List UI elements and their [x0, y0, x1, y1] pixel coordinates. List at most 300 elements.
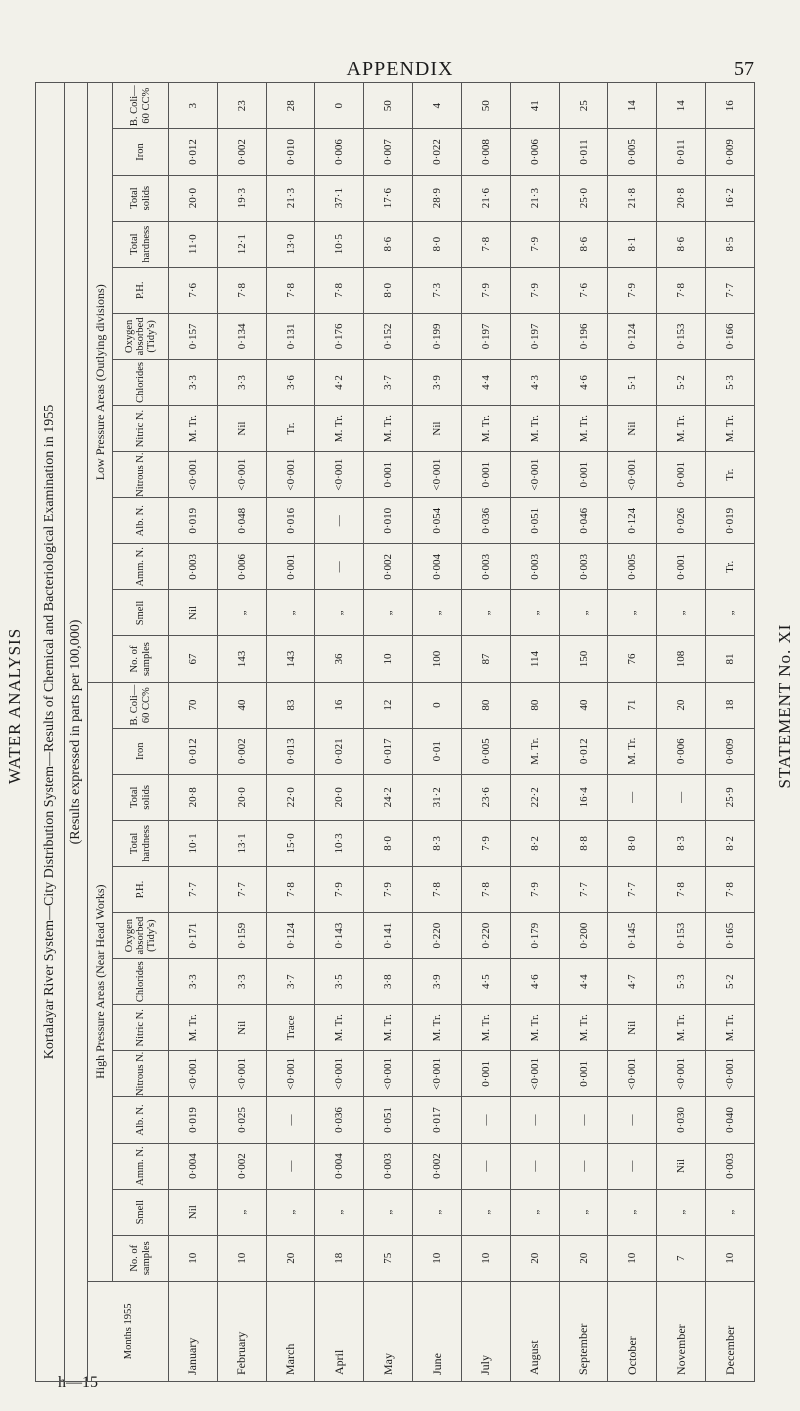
value-cell: 0·001	[364, 452, 413, 498]
col-header-high-2: Amm. N.	[113, 1143, 169, 1189]
value-cell: Tr.	[266, 406, 315, 452]
value-cell: 7·9	[510, 866, 559, 912]
value-cell: 7·7	[169, 866, 218, 912]
col-header-low-2: Amm. N.	[113, 544, 169, 590]
value-cell: 0·006	[657, 728, 706, 774]
value-cell: „	[266, 590, 315, 636]
value-cell: 108	[657, 636, 706, 682]
value-cell: 12	[364, 682, 413, 728]
table-row	[169, 83, 218, 1382]
value-cell: M. Tr.	[413, 1005, 462, 1051]
value-cell: 0·010	[364, 498, 413, 544]
value-cell: 15·0	[266, 820, 315, 866]
table-row	[657, 83, 706, 1382]
col-header-low-0: No. of samples	[113, 636, 169, 682]
value-cell: 0·026	[657, 498, 706, 544]
value-cell: 83	[266, 682, 315, 728]
value-cell: —	[266, 1097, 315, 1143]
value-cell: „	[461, 1189, 510, 1235]
value-cell: „	[510, 590, 559, 636]
value-cell: 10	[364, 636, 413, 682]
value-cell: 3·3	[169, 359, 218, 405]
value-cell: —	[461, 1097, 510, 1143]
value-cell: 0·001	[461, 452, 510, 498]
value-cell: 0·159	[217, 913, 266, 959]
value-cell: 7·8	[266, 267, 315, 313]
value-cell: 80	[510, 682, 559, 728]
value-cell: 0·019	[169, 498, 218, 544]
value-cell: 20	[266, 1235, 315, 1281]
value-cell: M. Tr.	[169, 406, 218, 452]
value-cell: 0·011	[657, 129, 706, 175]
value-cell: 16·2	[706, 175, 755, 221]
value-cell: 8·3	[657, 820, 706, 866]
value-cell: 0·131	[266, 313, 315, 359]
value-cell: 3·3	[169, 959, 218, 1005]
value-cell: 0·051	[510, 498, 559, 544]
value-cell: 71	[608, 682, 657, 728]
value-cell: 0·143	[315, 913, 364, 959]
value-cell: 20·8	[657, 175, 706, 221]
value-cell: 0·012	[169, 129, 218, 175]
value-cell: M. Tr.	[559, 406, 608, 452]
value-cell: 4·2	[315, 359, 364, 405]
value-cell: M. Tr.	[364, 1005, 413, 1051]
value-cell: 0·197	[510, 313, 559, 359]
value-cell: 50	[461, 83, 510, 129]
value-cell: 8·0	[364, 267, 413, 313]
value-cell: 20	[657, 682, 706, 728]
table-row	[559, 83, 608, 1382]
value-cell: —	[608, 1143, 657, 1189]
value-cell: M. Tr.	[706, 1005, 755, 1051]
value-cell: 4·3	[510, 359, 559, 405]
col-header-high-4: Nitrous N.	[113, 1051, 169, 1097]
value-cell: 0·006	[217, 544, 266, 590]
value-cell: —	[657, 774, 706, 820]
value-cell: 0·141	[364, 913, 413, 959]
value-cell: 0·171	[169, 913, 218, 959]
value-cell: 3·9	[413, 959, 462, 1005]
value-cell: <0·001	[217, 452, 266, 498]
value-cell: 0·197	[461, 313, 510, 359]
value-cell: 7·6	[169, 267, 218, 313]
value-cell: 0·001	[657, 452, 706, 498]
value-cell: 36	[315, 636, 364, 682]
value-cell: <0·001	[169, 452, 218, 498]
value-cell: 0	[315, 83, 364, 129]
value-cell: 4·4	[559, 959, 608, 1005]
value-cell: 14	[608, 83, 657, 129]
value-cell: 23	[217, 83, 266, 129]
value-cell: <0·001	[364, 1051, 413, 1097]
value-cell: 7·3	[413, 267, 462, 313]
value-cell: 8·2	[706, 820, 755, 866]
value-cell: 0·196	[559, 313, 608, 359]
value-cell: —	[510, 1097, 559, 1143]
month-cell: June	[413, 1281, 462, 1381]
value-cell: 0·016	[266, 498, 315, 544]
value-cell: 0·199	[413, 313, 462, 359]
value-cell: Nil	[217, 1005, 266, 1051]
value-cell: 0·165	[706, 913, 755, 959]
value-cell: 28·9	[413, 175, 462, 221]
value-cell: 0·007	[364, 129, 413, 175]
value-cell: 0·008	[461, 129, 510, 175]
value-cell: 3·3	[217, 359, 266, 405]
value-cell: M. Tr.	[510, 406, 559, 452]
table-row	[315, 83, 364, 1382]
value-cell: M. Tr.	[315, 406, 364, 452]
value-cell: <0·001	[510, 1051, 559, 1097]
title-line-2: (Results expressed in parts per 100,000)	[68, 619, 83, 845]
statement-label: STATEMENT No. XI	[775, 623, 794, 788]
value-cell: 0·010	[266, 129, 315, 175]
value-cell: 7·8	[266, 866, 315, 912]
value-cell: <0·001	[608, 1051, 657, 1097]
page-number: 57	[734, 58, 754, 80]
value-cell: 10·5	[315, 221, 364, 267]
month-cell: December	[706, 1281, 755, 1381]
water-analysis-label: WATER ANALYSIS	[5, 627, 24, 784]
value-cell: 18	[706, 682, 755, 728]
value-cell: 0·179	[510, 913, 559, 959]
value-cell: M. Tr.	[657, 1005, 706, 1051]
value-cell: 0·003	[559, 544, 608, 590]
value-cell: 20·0	[217, 774, 266, 820]
value-cell: Nil	[608, 1005, 657, 1051]
value-cell: M. Tr.	[364, 406, 413, 452]
value-cell: 0·176	[315, 313, 364, 359]
value-cell: 7	[657, 1235, 706, 1281]
value-cell: <0·001	[217, 1051, 266, 1097]
col-header-low-11: Iron	[113, 129, 169, 175]
value-cell: 0·166	[706, 313, 755, 359]
value-cell: 3·9	[413, 359, 462, 405]
col-header-low-8: P.H.	[113, 267, 169, 313]
value-cell: 5·3	[706, 359, 755, 405]
value-cell: 40	[559, 682, 608, 728]
value-cell: 20	[559, 1235, 608, 1281]
value-cell: 0·152	[364, 313, 413, 359]
col-header-high-3: Alb. N.	[113, 1097, 169, 1143]
value-cell: <0·001	[266, 452, 315, 498]
value-cell: 0·002	[217, 728, 266, 774]
table-body	[169, 83, 755, 1382]
value-cell: 3·3	[217, 959, 266, 1005]
value-cell: „	[559, 1189, 608, 1235]
value-cell: 0·153	[657, 313, 706, 359]
value-cell: 0·124	[266, 913, 315, 959]
value-cell: 0·019	[706, 498, 755, 544]
value-cell: 0·157	[169, 313, 218, 359]
col-header-low-3: Alb. N.	[113, 498, 169, 544]
left-margin	[0, 0, 30, 1411]
value-cell: 0·002	[217, 1143, 266, 1189]
col-header-low-4: Nitrous N.	[113, 452, 169, 498]
value-cell: 67	[169, 636, 218, 682]
value-cell: 75	[364, 1235, 413, 1281]
value-cell: 0·003	[706, 1143, 755, 1189]
value-cell: „	[413, 590, 462, 636]
value-cell: 0·051	[364, 1097, 413, 1143]
months-header: Months 1955	[88, 1281, 169, 1381]
value-cell: M. Tr.	[706, 406, 755, 452]
value-cell: 20	[510, 1235, 559, 1281]
value-cell: 21·6	[461, 175, 510, 221]
value-cell: 3·7	[364, 359, 413, 405]
value-cell: 81	[706, 636, 755, 682]
value-cell: 0·003	[169, 544, 218, 590]
value-cell: 0·011	[559, 129, 608, 175]
value-cell: 8·1	[608, 221, 657, 267]
value-cell: 143	[266, 636, 315, 682]
col-header-low-9: Total hardness	[113, 221, 169, 267]
value-cell: Nil	[657, 1143, 706, 1189]
value-cell: 22·0	[266, 774, 315, 820]
group-high-header: High Pressure Areas (Near Head Works)	[88, 682, 113, 1281]
value-cell: 7·8	[217, 267, 266, 313]
column-header-row	[113, 83, 169, 1382]
month-cell: September	[559, 1281, 608, 1381]
value-cell: „	[315, 1189, 364, 1235]
page-footer: h—15	[58, 1374, 98, 1391]
col-header-low-7: Oxygen absorbed (Tidy's)	[113, 313, 169, 359]
value-cell: „	[217, 590, 266, 636]
value-cell: 5·1	[608, 359, 657, 405]
value-cell: M. Tr.	[315, 1005, 364, 1051]
value-cell: 0·017	[364, 728, 413, 774]
month-cell: July	[461, 1281, 510, 1381]
value-cell: Nil	[169, 590, 218, 636]
value-cell: 0·002	[413, 1143, 462, 1189]
value-cell: Nil	[169, 1189, 218, 1235]
month-cell: March	[266, 1281, 315, 1381]
value-cell: 7·8	[657, 866, 706, 912]
value-cell: 0·013	[266, 728, 315, 774]
value-cell: 0·009	[706, 728, 755, 774]
value-cell: 0·009	[706, 129, 755, 175]
value-cell: 0·030	[657, 1097, 706, 1143]
table-subtitle	[65, 83, 88, 1382]
value-cell: 7·9	[510, 267, 559, 313]
value-cell: 143	[217, 636, 266, 682]
value-cell: „	[315, 590, 364, 636]
value-cell: 0·004	[169, 1143, 218, 1189]
value-cell: 0·006	[510, 129, 559, 175]
value-cell: „	[608, 590, 657, 636]
month-cell: February	[217, 1281, 266, 1381]
value-cell: 40	[217, 682, 266, 728]
table-row	[217, 83, 266, 1382]
table-row	[413, 83, 462, 1382]
value-cell: M. Tr.	[461, 1005, 510, 1051]
value-cell: 7·8	[315, 267, 364, 313]
value-cell: 0·005	[608, 544, 657, 590]
value-cell: —	[559, 1143, 608, 1189]
value-cell: 7·7	[559, 866, 608, 912]
value-cell: 10	[461, 1235, 510, 1281]
value-cell: 17·6	[364, 175, 413, 221]
value-cell: 10	[413, 1235, 462, 1281]
col-header-high-6: Chlorides	[113, 959, 169, 1005]
table-row	[608, 83, 657, 1382]
appendix-heading: APPENDIX	[346, 58, 454, 80]
value-cell: 0·021	[315, 728, 364, 774]
value-cell: Nil	[413, 406, 462, 452]
value-cell: —	[315, 498, 364, 544]
value-cell: 21·8	[608, 175, 657, 221]
month-cell: October	[608, 1281, 657, 1381]
value-cell: —	[608, 1097, 657, 1143]
value-cell: „	[559, 590, 608, 636]
value-cell: M. Tr.	[169, 1005, 218, 1051]
value-cell: 7·7	[706, 267, 755, 313]
value-cell: M. Tr.	[657, 406, 706, 452]
value-cell: 3·6	[266, 359, 315, 405]
value-cell: 19·3	[217, 175, 266, 221]
value-cell: 8·6	[364, 221, 413, 267]
value-cell: 10	[169, 1235, 218, 1281]
value-cell: M. Tr.	[608, 728, 657, 774]
value-cell: 7·7	[217, 866, 266, 912]
value-cell: 3·5	[315, 959, 364, 1005]
value-cell: 21·3	[510, 175, 559, 221]
value-cell: 0·005	[608, 129, 657, 175]
value-cell: M. Tr.	[559, 1005, 608, 1051]
value-cell: 7·9	[608, 267, 657, 313]
value-cell: <0·001	[315, 1051, 364, 1097]
value-cell: —	[608, 774, 657, 820]
month-cell: August	[510, 1281, 559, 1381]
value-cell: 10	[706, 1235, 755, 1281]
value-cell: 16	[706, 83, 755, 129]
value-cell: 37·1	[315, 175, 364, 221]
col-header-low-10: Total solids	[113, 175, 169, 221]
value-cell: M. Tr.	[510, 1005, 559, 1051]
value-cell: <0·001	[657, 1051, 706, 1097]
value-cell: „	[608, 1189, 657, 1235]
value-cell: 4·5	[461, 959, 510, 1005]
value-cell: 80	[461, 682, 510, 728]
value-cell: 150	[559, 636, 608, 682]
value-cell: M. Tr.	[510, 728, 559, 774]
value-cell: 0·124	[608, 313, 657, 359]
value-cell: 0·001	[559, 1051, 608, 1097]
value-cell: <0·001	[266, 1051, 315, 1097]
value-cell: 10	[217, 1235, 266, 1281]
value-cell: 0·220	[413, 913, 462, 959]
value-cell: 0·003	[461, 544, 510, 590]
table-row	[706, 83, 755, 1382]
value-cell: 7·8	[461, 866, 510, 912]
value-cell: 4	[413, 83, 462, 129]
value-cell: 0·002	[364, 544, 413, 590]
value-cell: „	[706, 590, 755, 636]
value-cell: <0·001	[413, 452, 462, 498]
value-cell: 0·01	[413, 728, 462, 774]
col-header-low-5: Nitric N.	[113, 406, 169, 452]
col-header-low-1: Smell	[113, 590, 169, 636]
col-header-high-7: Oxygen absorbed (Tidy's)	[113, 913, 169, 959]
value-cell: „	[706, 1189, 755, 1235]
value-cell: 25·9	[706, 774, 755, 820]
month-cell: November	[657, 1281, 706, 1381]
analysis-table	[35, 82, 755, 1382]
table-title	[36, 83, 65, 1382]
value-cell: <0·001	[315, 452, 364, 498]
col-header-high-1: Smell	[113, 1189, 169, 1235]
col-header-high-11: Iron	[113, 728, 169, 774]
value-cell: 87	[461, 636, 510, 682]
value-cell: 0·036	[315, 1097, 364, 1143]
title-line-1: Kortalayar River System—City Distribution System—Results of Chemical and Bacteriological Examination in 1955	[42, 404, 57, 1060]
value-cell: 11·0	[169, 221, 218, 267]
value-cell: 25	[559, 83, 608, 129]
value-cell: 8·0	[413, 221, 462, 267]
value-cell: 20·0	[315, 774, 364, 820]
value-cell: <0·001	[608, 452, 657, 498]
value-cell: 7·9	[461, 820, 510, 866]
value-cell: 10·3	[315, 820, 364, 866]
table-rotator	[35, 82, 755, 1382]
value-cell: 0	[413, 682, 462, 728]
value-cell: <0·001	[169, 1051, 218, 1097]
value-cell: 18	[315, 1235, 364, 1281]
value-cell: 0·145	[608, 913, 657, 959]
value-cell: —	[559, 1097, 608, 1143]
right-margin	[770, 0, 800, 1411]
value-cell: 0·001	[657, 544, 706, 590]
value-cell: 0·025	[217, 1097, 266, 1143]
value-cell: 0·003	[510, 544, 559, 590]
table-row	[461, 83, 510, 1382]
value-cell: 0·134	[217, 313, 266, 359]
value-cell: 3·8	[364, 959, 413, 1005]
value-cell: 28	[266, 83, 315, 129]
value-cell: 0·003	[364, 1143, 413, 1189]
value-cell: 41	[510, 83, 559, 129]
value-cell: 3·7	[266, 959, 315, 1005]
col-header-low-12: B. Coli—60 CC%	[113, 83, 169, 129]
value-cell: 0·019	[169, 1097, 218, 1143]
value-cell: „	[657, 590, 706, 636]
value-cell: 23·6	[461, 774, 510, 820]
value-cell: 20·0	[169, 175, 218, 221]
value-cell: 16	[315, 682, 364, 728]
value-cell: 7·8	[461, 221, 510, 267]
value-cell: 100	[413, 636, 462, 682]
value-cell: 114	[510, 636, 559, 682]
value-cell: 0·004	[315, 1143, 364, 1189]
value-cell: 0·040	[706, 1097, 755, 1143]
value-cell: 7·6	[559, 267, 608, 313]
value-cell: 8·6	[559, 221, 608, 267]
value-cell: 0·001	[559, 452, 608, 498]
col-header-low-6: Chlorides	[113, 359, 169, 405]
value-cell: 7·8	[657, 267, 706, 313]
value-cell: 25·0	[559, 175, 608, 221]
value-cell: Trace	[266, 1005, 315, 1051]
value-cell: 0·048	[217, 498, 266, 544]
value-cell: 76	[608, 636, 657, 682]
value-cell: 5·2	[706, 959, 755, 1005]
value-cell: „	[217, 1189, 266, 1235]
value-cell: 0·220	[461, 913, 510, 959]
value-cell: M. Tr.	[461, 406, 510, 452]
value-cell: 20·8	[169, 774, 218, 820]
value-cell: 0·002	[217, 129, 266, 175]
